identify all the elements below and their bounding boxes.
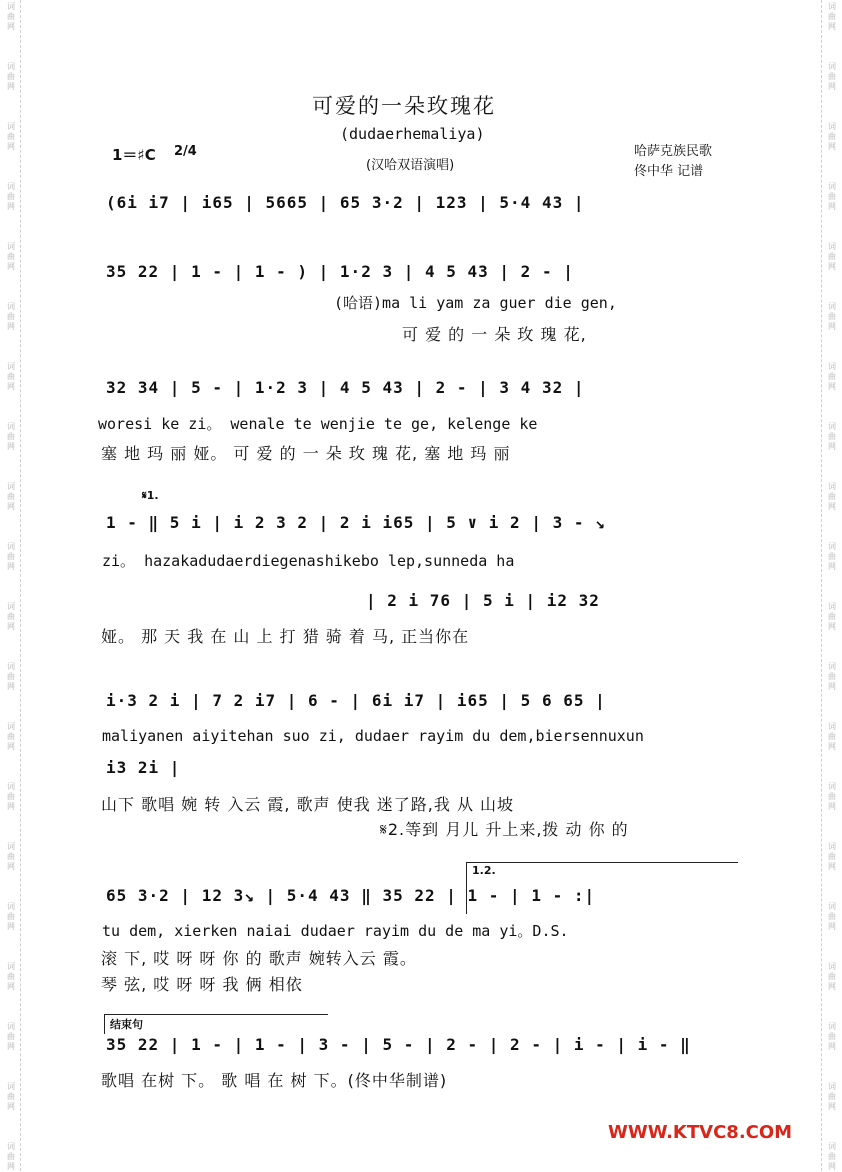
staff-row-1-notes: (6i i7 | i65 | 5665 | 65 3·2 | 123 | 5·4 43 |	[106, 193, 585, 212]
watermark-glyph-stack: 词 曲 网	[828, 362, 836, 391]
row-5-chinese-lyrics-1: 山下 歌唱 婉 转 入云 霞, 歌声 使我 迷了路,我 从 山坡	[101, 795, 515, 814]
watermark-glyph-stack: 词 曲 网	[7, 482, 15, 511]
watermark-glyph-stack: 词 曲 网	[7, 242, 15, 271]
watermark-glyph-stack: 词 曲 网	[828, 902, 836, 931]
time-signature: 2/4	[174, 144, 197, 159]
staff-row-3-notes: 32 34 | 5 - | 1·2 3 | 4 5 43 | 2 - | 3 4 32 |	[106, 378, 585, 397]
watermark-glyph-stack: 词 曲 网	[7, 362, 15, 391]
watermark-glyph-stack: 词 曲 网	[7, 962, 15, 991]
row-2-kazakh-lyrics: (哈语)ma li yam za guer die gen,	[334, 294, 617, 312]
watermark-glyph-stack: 词 曲 网	[7, 1022, 15, 1051]
watermark-glyph-stack: 词 曲 网	[828, 662, 836, 691]
song-origin: 哈萨克族民歌	[634, 144, 713, 159]
row-5-chinese-lyrics-2: 𝄋2.等到 月儿 升上来,拨 动 你 的	[380, 820, 629, 839]
song-title: 可爱的一朵玫瑰花	[312, 94, 496, 118]
left-margin-border	[2, 0, 21, 1171]
watermark-glyph-stack: 词 曲 网	[7, 2, 15, 31]
watermark-glyph-stack: 词 曲 网	[828, 422, 836, 451]
watermark-glyph-stack: 词 曲 网	[828, 302, 836, 331]
watermark-glyph-stack: 词 曲 网	[7, 62, 15, 91]
row-2-chinese-lyrics: 可 爱 的 一 朵 玫 瑰 花,	[402, 325, 587, 344]
watermark-glyph-stack: 词 曲 网	[828, 2, 836, 31]
staff-row-6-notes: 65 3·2 | 12 3↘ | 5·4 43 ‖ 35 22 | 1 - | 1 - :|	[106, 886, 596, 905]
row-4-kazakh-lyrics: zi。 hazakadudaerdiegenashikebo lep,sunneda ha	[102, 552, 515, 570]
watermark-glyph-stack: 词 曲 网	[828, 122, 836, 151]
watermark-glyph-stack: 词 曲 网	[828, 1082, 836, 1111]
watermark-glyph-stack: 词 曲 网	[7, 842, 15, 871]
watermark-glyph-stack: 词 曲 网	[7, 602, 15, 631]
row-3-chinese-lyrics: 塞 地 玛 丽 娅。 可 爱 的 一 朵 玫 瑰 花, 塞 地 玛 丽	[101, 444, 511, 463]
watermark-glyph-stack: 词 曲 网	[7, 782, 15, 811]
watermark-glyph-stack: 词 曲 网	[828, 962, 836, 991]
right-margin-border	[821, 0, 840, 1171]
row-5-kazakh-lyrics: maliyanen aiyitehan suo zi, dudaer rayim du dem,biersennuxun	[102, 727, 644, 745]
row-4-chinese-lyrics: 娅。 那 天 我 在 山 上 打 猎 骑 着 马, 正当你在	[101, 627, 470, 646]
staff-row-5-notes: i·3 2 i | 7 2 i7 | 6 - | 6i i7 | i65 | 5 6 65 |	[106, 691, 606, 710]
ending-section-label: 结束句	[110, 1018, 143, 1031]
watermark-glyph-stack: 词 曲 网	[7, 542, 15, 571]
staff-row-4-notes: 1 - ‖ 5 i | i 2 3 2 | 2 i i65 | 5 ∨ i 2 | 3 - ↘	[106, 513, 606, 532]
watermark-glyph-stack: 词 曲 网	[828, 1142, 836, 1171]
watermark-glyph-stack: 词 曲 网	[828, 722, 836, 751]
song-subtitle: (dudaerhemaliya)	[340, 125, 485, 143]
watermark-glyph-stack: 词 曲 网	[828, 1022, 836, 1051]
watermark-glyph-stack: 词 曲 网	[7, 1142, 15, 1171]
volta-bracket	[466, 862, 738, 863]
watermark-glyph-stack: 词 曲 网	[828, 602, 836, 631]
watermark-glyph-stack: 词 曲 网	[7, 302, 15, 331]
watermark-glyph-stack: 词 曲 网	[828, 482, 836, 511]
watermark-glyph-stack: 词 曲 网	[7, 122, 15, 151]
transcriber: 佟中华 记谱	[634, 164, 704, 179]
staff-row-2-notes: 35 22 | 1 - | 1 - ) | 1·2 3 | 4 5 43 | 2 - |	[106, 262, 574, 281]
staff-row-7-notes: 35 22 | 1 - | 1 - | 3 - | 5 - | 2 - | 2 - | i - | i - ‖	[106, 1035, 691, 1054]
watermark-glyph-stack: 词 曲 网	[7, 902, 15, 931]
website-watermark: WWW.KTVC8.COM	[608, 1122, 793, 1143]
row-3-kazakh-lyrics: woresi ke zi。 wenale te wenjie te ge, kelenge ke	[98, 415, 538, 433]
watermark-glyph-stack: 词 曲 网	[828, 182, 836, 211]
watermark-glyph-stack: 词 曲 网	[828, 62, 836, 91]
performance-note: (汉哈双语演唱)	[366, 158, 455, 173]
watermark-glyph-stack: 词 曲 网	[828, 242, 836, 271]
staff-row-5-alt-notes: i3 2i |	[106, 758, 181, 777]
watermark-glyph-stack: 词 曲 网	[7, 722, 15, 751]
volta-label: 1.2.	[472, 864, 496, 877]
row-6-kazakh-lyrics: tu dem, xierken naiai dudaer rayim du de ma yi。D.S.	[102, 922, 569, 940]
watermark-glyph-stack: 词 曲 网	[7, 422, 15, 451]
coda-bracket-left	[104, 1014, 105, 1034]
watermark-glyph-stack: 词 曲 网	[7, 1082, 15, 1111]
watermark-glyph-stack: 词 曲 网	[7, 662, 15, 691]
coda-bracket	[104, 1014, 328, 1015]
watermark-glyph-stack: 词 曲 网	[7, 182, 15, 211]
row-7-chinese-lyrics: 歌唱 在树 下。 歌 唱 在 树 下。(佟中华制谱)	[101, 1071, 448, 1090]
watermark-glyph-stack: 词 曲 网	[828, 782, 836, 811]
staff-row-4-alt-notes: | 2 i 76 | 5 i | i2 32	[366, 591, 600, 610]
watermark-glyph-stack: 词 曲 网	[828, 842, 836, 871]
row-6-chinese-lyrics-2: 琴 弦, 哎 呀 呀 我 俩 相依	[101, 975, 303, 994]
watermark-glyph-stack: 词 曲 网	[828, 542, 836, 571]
key-signature: 1＝♯C	[112, 146, 156, 164]
segno-mark-1: 𝄋1.	[142, 489, 159, 502]
row-6-chinese-lyrics-1: 滚 下, 哎 呀 呀 你 的 歌声 婉转入云 霞。	[101, 949, 417, 968]
